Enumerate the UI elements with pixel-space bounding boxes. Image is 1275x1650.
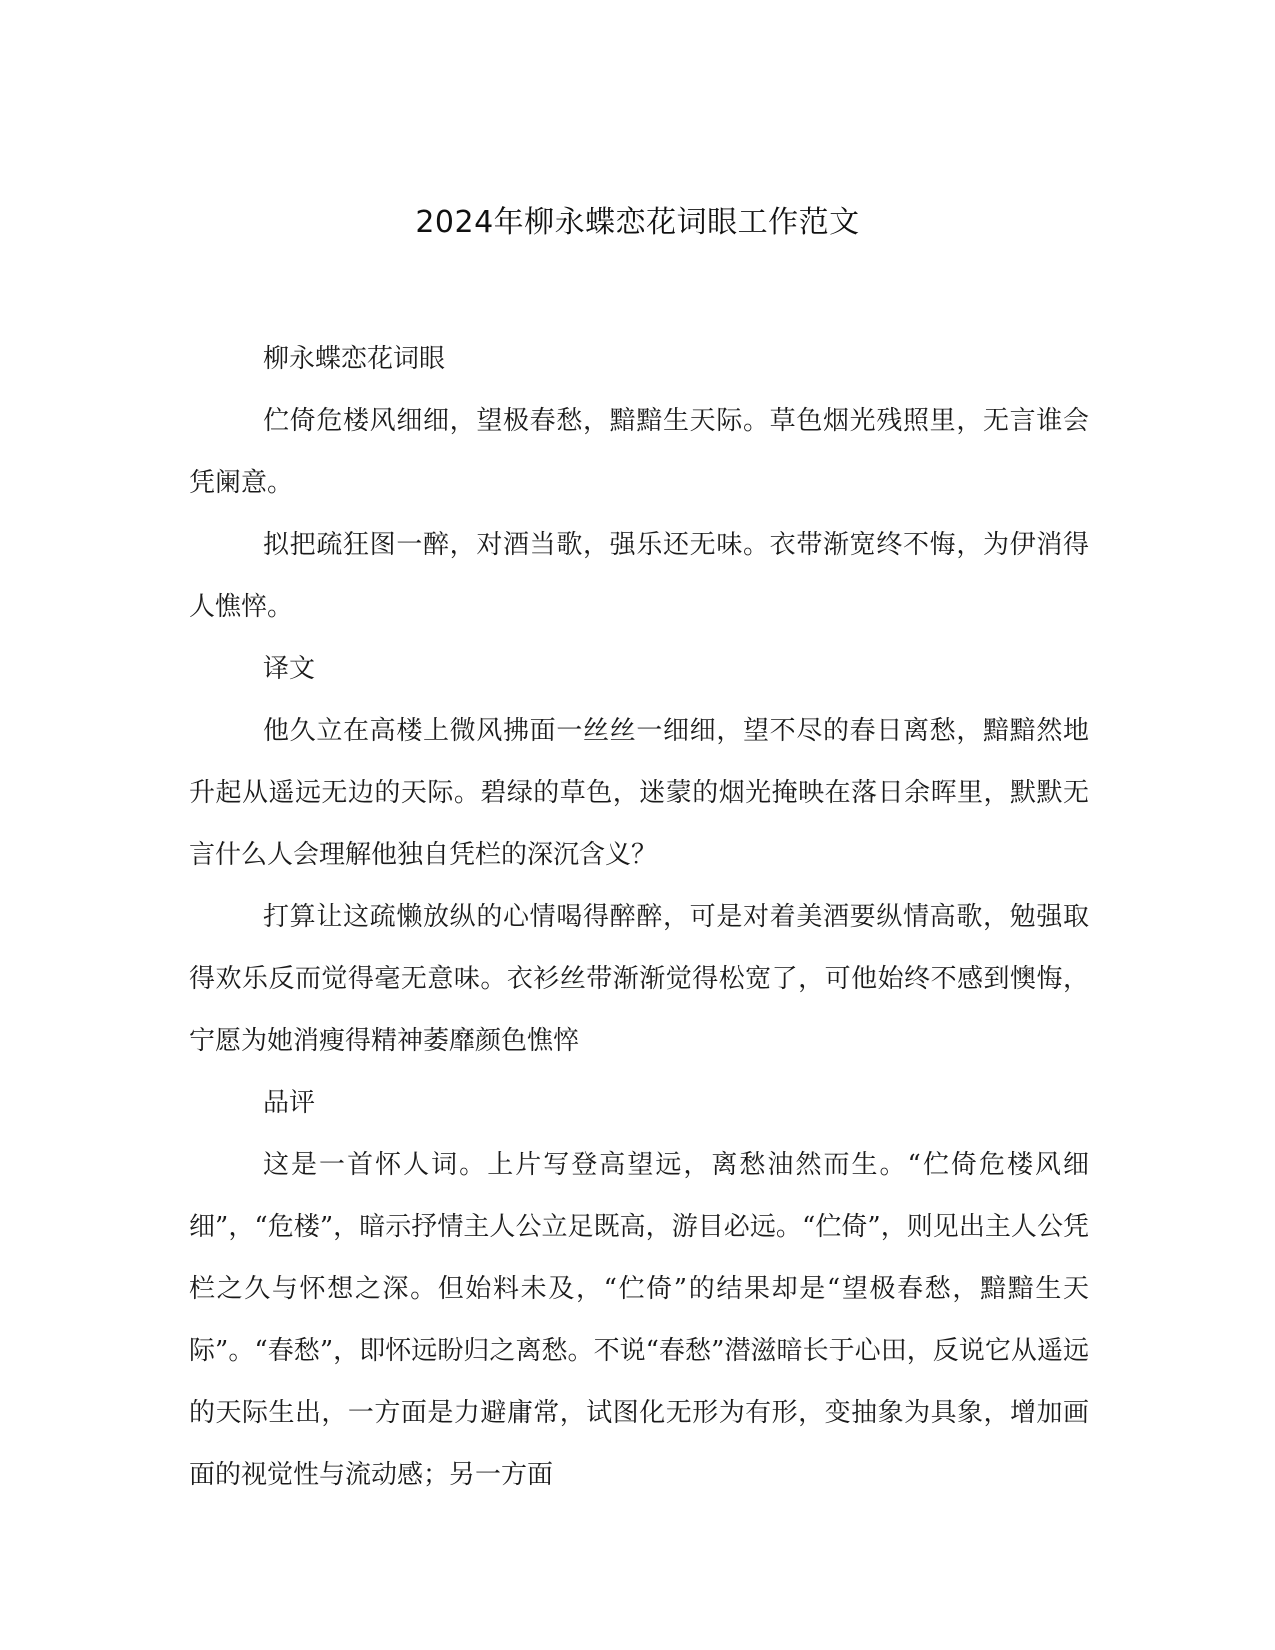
document-title: 2024年柳永蝶恋花词眼工作范文: [415, 205, 860, 240]
paragraph-translation-2: 打算让这疏懒放纵的心情喝得醉醉，可是对着美酒要纵情高歌，勉强取得欢乐反而觉得毫无意味。衣衫丝带渐渐觉得松宽了，可他始终不感到懊悔，宁愿为她消瘦得精神萎靡颜色憔悴: [189, 902, 1089, 1056]
document-body: [189, 328, 1089, 1506]
paragraph-poem-stanza-2: 拟把疏狂图一醉，对酒当歌，强乐还无味。衣带渐宽终不悔，为伊消得人憔悴。: [189, 530, 1089, 622]
paragraph-heading-poem: 柳永蝶恋花词眼: [263, 344, 446, 374]
paragraph-heading-commentary: 品评: [263, 1088, 316, 1118]
paragraph-heading-translation: 译文: [263, 654, 316, 684]
paragraph-commentary-1: 这是一首怀人词。上片写登高望远，离愁油然而生。“伫倚危楼风细细”，“危楼”，暗示抒情主人公立足既高，游目必远。“伫倚”，则见出主人公凭栏之久与怀想之深。但始料未及，“伫倚”的结果却是“望极春愁，黯黯生天际”。“春愁”，即怀远盼归之离愁。不说“春愁”潜滋暗长于心田，反说它从遥远的天际生出，一方面是力避庸常，试图化无形为有形，变抽象为具象，增加画面的视觉性与流动感；另一方面: [189, 1150, 1089, 1490]
paragraph-translation-1: 他久立在高楼上微风拂面一丝丝一细细，望不尽的春日离愁，黯黯然地升起从遥远无边的天际。碧绿的草色，迷蒙的烟光掩映在落日余晖里，默默无言什么人会理解他独自凭栏的深沉含义？: [189, 716, 1089, 870]
paragraph-poem-stanza-1: 伫倚危楼风细细，望极春愁，黯黯生天际。草色烟光残照里，无言谁会凭阑意。: [189, 406, 1089, 498]
